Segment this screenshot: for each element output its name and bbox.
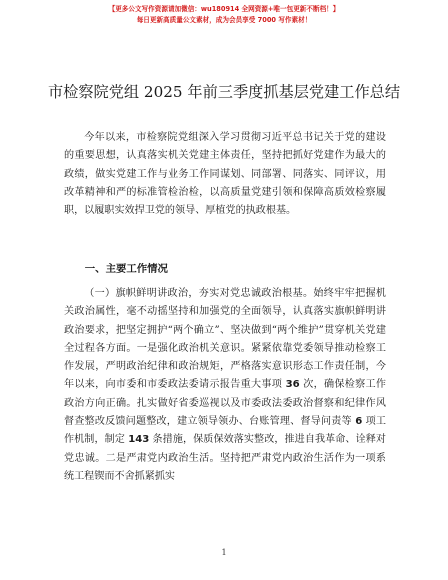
document-title: 市检察院党组 2025 年前三季度抓基层党建工作总结 <box>47 83 401 101</box>
promo-banner <box>0 4 448 26</box>
body-text-segment: （一）旗帜鲜明讲政治，夯实对党忠诚政治根基。始终牢牢把握机关政治属性，毫不动摇坚持和加强党的全面领导，认真落实旗帜鲜明讲政治要求，把坚定拥护“两个确立”、坚决做到“两个维护”贯穿机关党建全过程各方面。一是强化政治机关意识。紧紧依靠党委领导推动检察工作发展，严明政治纪律和政治规矩，严格落实意识形态工作责任制，今年以来，向市委和市委政法委请示报告重大事项 <box>64 288 386 391</box>
measure-count: 143 <box>128 434 150 446</box>
report-count: 36 <box>285 379 300 391</box>
mechanism-count: 6 <box>355 416 363 428</box>
promo-banner-line-2: 每日更新高质量公文素材，成为会员享受 7000 写作素材！ <box>136 16 312 24</box>
body-text-segment: 次，确保检察工作政治方向正确。扎实做好省委巡视以及市委政法委政治督察和纪律作风督查整改反馈问题整改，建立领导领办、台账管理、督导问责等 <box>64 379 386 428</box>
body-text-segment: 项工作机制，制定 <box>64 416 386 446</box>
body-text-segment: 条措施，保质保效落实整改，推进自我革命、诠释对党忠诚。二是严肃党内政治生活。坚持把严肃党内政治生活作为一项系统工程锲而不舍抓紧抓实 <box>64 434 386 482</box>
section-heading: 一、主要工作情况 <box>84 263 168 275</box>
promo-banner-line-1: 【更多公文写作资源请加微信：wu180914 全网资源+唯一包更新不断档！】 <box>108 5 340 13</box>
intro-paragraph: 今年以来，市检察院党组深入学习贯彻习近平总书记关于党的建设的重要思想，认真落实机关党建主体责任，坚持把抓好党建作为最大的政绩，做实党建工作与业务工作同谋划、同部署、同落实、同评议，用改革精神和严的标准管检治检，以高质量党建引领和保障高质效检察履职，以履职实效捍卫党的领导、厚植党的执政根基。 <box>64 132 386 217</box>
body-paragraph <box>64 285 386 486</box>
page-number: 1 <box>221 548 227 557</box>
